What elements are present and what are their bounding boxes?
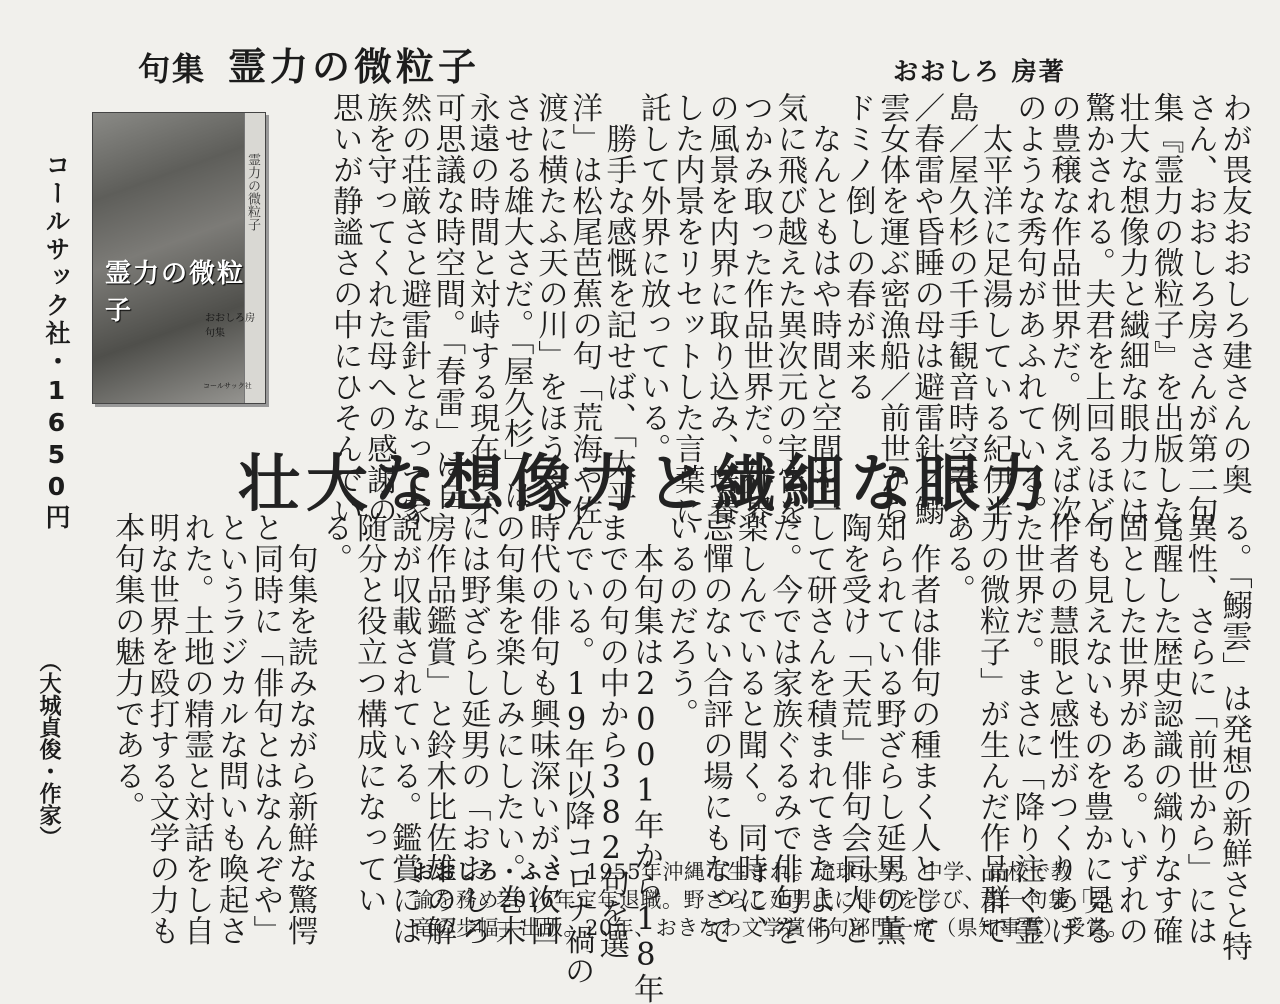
text-column: 固とした世界がある。いずれの — [1112, 512, 1148, 946]
text-column: だ。今では家族ぐるみで俳句を — [766, 512, 802, 946]
text-column: 雲女体を運ぶ密漁船／前世から — [874, 92, 910, 526]
bio-line-1 — [413, 856, 1072, 886]
text-column: した内景をリセットした言葉に — [669, 92, 705, 526]
text-column: の豊穣な作品世界だ。例えば次 — [1045, 92, 1081, 526]
text-column: 忌憚のない合評の場にもなって — [697, 512, 733, 946]
text-column: つかみ取った作品世界だ。外界 — [737, 92, 773, 526]
text-column: 渡に横たふ天の川」をほうふつ — [532, 92, 568, 526]
text-column: 本句集の魅力である。 — [109, 512, 145, 822]
text-column: た世界だ。まさに「降り注ぐ霊 — [1008, 512, 1044, 946]
text-column: 作者の慧眼と感性がつくりあげ — [1043, 512, 1079, 946]
text-column: 驚かされる。夫君を上回るほど — [1079, 92, 1115, 526]
text-column: んでいる。19年以降コロナ禍の — [559, 512, 595, 986]
text-column: 託して外界に放っている。 — [635, 92, 671, 464]
column-title — [138, 36, 480, 91]
text-column: 可思議な時空間。「春雷」は自 — [429, 92, 465, 511]
text-column: には野ざらし延男の「おおしろ — [455, 512, 491, 946]
text-column: 句集を読みながら新鮮な驚愕 — [282, 512, 318, 946]
reviewer-signature: （大城貞俊・作家） — [36, 650, 62, 848]
text-column: る。「鰯雲」は発想の新鮮さと特 — [1216, 512, 1252, 962]
text-column: 力の微粒子」が生んだ作品群で — [974, 512, 1010, 946]
text-column: 集『霊力の微粒子』を出版した。 — [1148, 92, 1184, 557]
text-column: 壮大な想像力と繊細な眼力には — [1113, 92, 1149, 526]
text-column: 然の荘厳さと避雷針となって家 — [395, 92, 431, 526]
text-column: 勝手な感慨を記せば、「太平 — [600, 92, 636, 511]
text-column: のような秀句があふれている。 — [1011, 92, 1047, 526]
text-column: 時代の俳句も興味深いが、次回 — [524, 512, 560, 946]
text-column: 説が収載されている。鑑賞には — [386, 512, 422, 946]
text-column: 明な世界を殴打する文学の力も — [143, 512, 179, 946]
text-column: 太平洋に足湯している紀伊半 — [977, 92, 1013, 526]
text-column: さん、おおしろ房さんが第二句 — [1182, 92, 1218, 526]
text-column: 句も見えないものを豊かに見る — [1078, 512, 1114, 946]
text-column: 陶を受け「天荒」俳句会同人と — [835, 512, 871, 946]
text-column: る。 — [316, 512, 352, 574]
series-label: 句集 — [138, 50, 207, 88]
bio-text-1: 1955年沖縄市生まれ。琉球大卒。中学、高校で教 — [585, 860, 1073, 884]
text-column: 随分と役立つ構成になってい — [351, 512, 387, 915]
text-column: 作者は俳句の種まく人として — [905, 512, 941, 946]
text-column: 永遠の時間と対峙する現在の不 — [464, 92, 500, 526]
text-column: 異性、さらに「前世から」には — [1181, 512, 1217, 946]
text-column: 島／屋久杉の千手観音時空巻く — [942, 92, 978, 526]
text-column: 族を守ってくれた母への感謝の — [361, 92, 397, 526]
spine-title: 霊力の微粒子 — [245, 153, 260, 231]
text-column: 覚醒した歴史認識の織りなす確 — [1147, 512, 1183, 946]
text-column: というラジカルな問いも喚起さ — [213, 512, 249, 946]
text-column: 気に飛び越えた異次元の宇宙を — [771, 92, 807, 526]
text-column: ／春雷や昏睡の母は避雷針／鰯 — [908, 92, 944, 526]
bio-name: おおしろ・ふさ — [413, 860, 564, 884]
cover-publisher: コールサック社 — [203, 382, 252, 390]
author-byline: おおしろ 房著 — [893, 57, 1066, 86]
book-title: 霊力の微粒子 — [228, 45, 481, 89]
text-column: 思いが静謐さの中にひそんでい — [327, 92, 363, 526]
text-column: までの句の中から382句を選 — [593, 512, 629, 960]
book-cover-image — [92, 112, 266, 404]
text-column: 洋」は松尾芭蕉の句「荒海や佐 — [566, 92, 602, 526]
text-column: いるのだろう。 — [662, 512, 698, 729]
text-column: 房作品鑑賞」と鈴木比佐雄の解 — [420, 512, 456, 946]
text-column: 知られている野ざらし延男の薫 — [870, 512, 906, 946]
text-column: と同時に「俳句とはなんぞや」 — [247, 512, 283, 946]
text-column: ある。 — [939, 512, 975, 605]
text-column: れた。土地の精霊と対話をし自 — [178, 512, 214, 946]
headline: 壮大な想像力と繊細な眼力 — [238, 447, 1055, 520]
bio-line-3: 竜の歩幅」出版。20年、おきなわ文学賞俳句部門一席（県知事賞）受賞。 — [413, 916, 1129, 940]
text-column: 本句集は2001年から18年 — [628, 512, 664, 1004]
text-column: 楽しんでいると聞く。同時に、 — [732, 512, 768, 946]
text-column: の句集を楽しみにしたい。巻末 — [489, 512, 525, 946]
text-column: ドミノ倒しの春が来る — [840, 92, 876, 402]
text-column: して研さんを積まれてきたよう — [801, 512, 837, 946]
text-column: の風景を内界に取り込み、培養 — [703, 92, 739, 526]
cover-title: 霊力の微粒子 — [105, 259, 246, 326]
text-column: わが畏友おおしろ建さんの奥 — [1216, 92, 1252, 495]
bio-line-2: 諭を務め2016年定年退職。野ざらし延男氏に俳句を学び、第一句集「恐 — [413, 888, 1113, 912]
text-column: させる雄大さだ。「屋久杉」は — [498, 92, 534, 511]
publisher-price: コールサック社・1650円 — [42, 152, 71, 532]
cover-author: おおしろ房 句集 — [205, 313, 255, 339]
text-column: なんともはや時間と空間を一 — [806, 92, 842, 526]
